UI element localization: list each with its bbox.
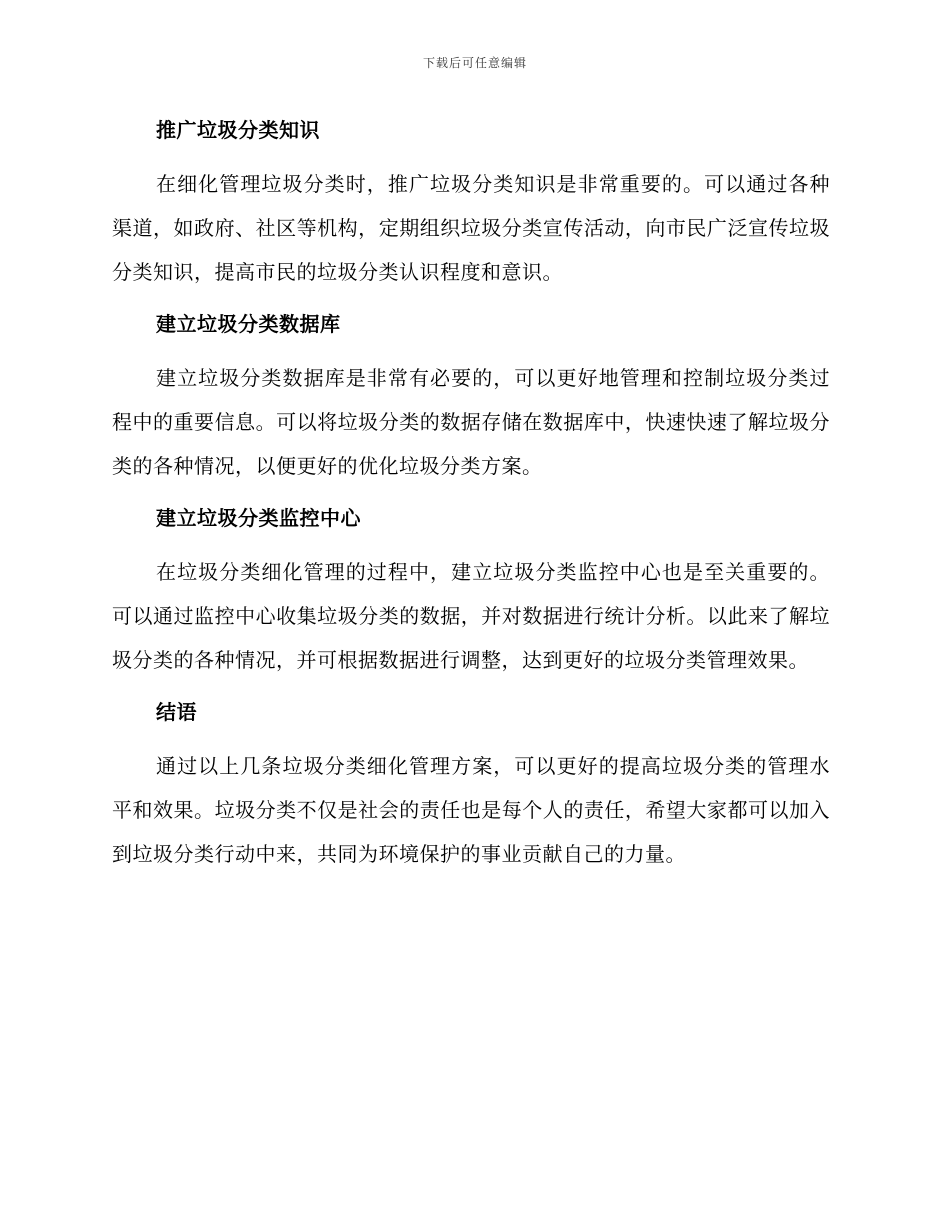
document-body xyxy=(112,112,830,876)
section-paragraph-database: 建立垃圾分类数据库是非常有必要的，可以更好地管理和控制垃圾分类过程中的重要信息。可以将垃圾分类的数据存储在数据库中，快速快速了解垃圾分类的各种情况，以便更好的优化垃圾分类方案。 xyxy=(112,366,830,478)
page-header-note: 下载后可任意编辑 xyxy=(422,56,527,70)
section-paragraph-conclusion: 通过以上几条垃圾分类细化管理方案，可以更好的提高垃圾分类的管理水平和效果。垃圾分类不仅是社会的责任也是每个人的责任，希望大家都可以加入到垃圾分类行动中来，共同为环境保护的事业贡献自己的力量。 xyxy=(112,754,830,866)
section-paragraph-monitoring-center: 在垃圾分类细化管理的过程中，建立垃圾分类监控中心也是至关重要的。可以通过监控中心收集垃圾分类的数据，并对数据进行统计分析。以此来了解垃圾分类的各种情况，并可根据数据进行调整，达到更好的垃圾分类管理效果。 xyxy=(112,560,830,672)
section-paragraph-promote-knowledge: 在细化管理垃圾分类时，推广垃圾分类知识是非常重要的。可以通过各种渠道，如政府、社区等机构，定期组织垃圾分类宣传活动，向市民广泛宣传垃圾分类知识，提高市民的垃圾分类认识程度和意识。 xyxy=(112,172,830,284)
section-heading-database: 建立垃圾分类数据库 xyxy=(156,312,341,336)
section-heading-promote-knowledge: 推广垃圾分类知识 xyxy=(156,118,320,142)
section-heading-conclusion: 结语 xyxy=(156,700,197,724)
section-heading-monitoring-center: 建立垃圾分类监控中心 xyxy=(156,506,361,530)
